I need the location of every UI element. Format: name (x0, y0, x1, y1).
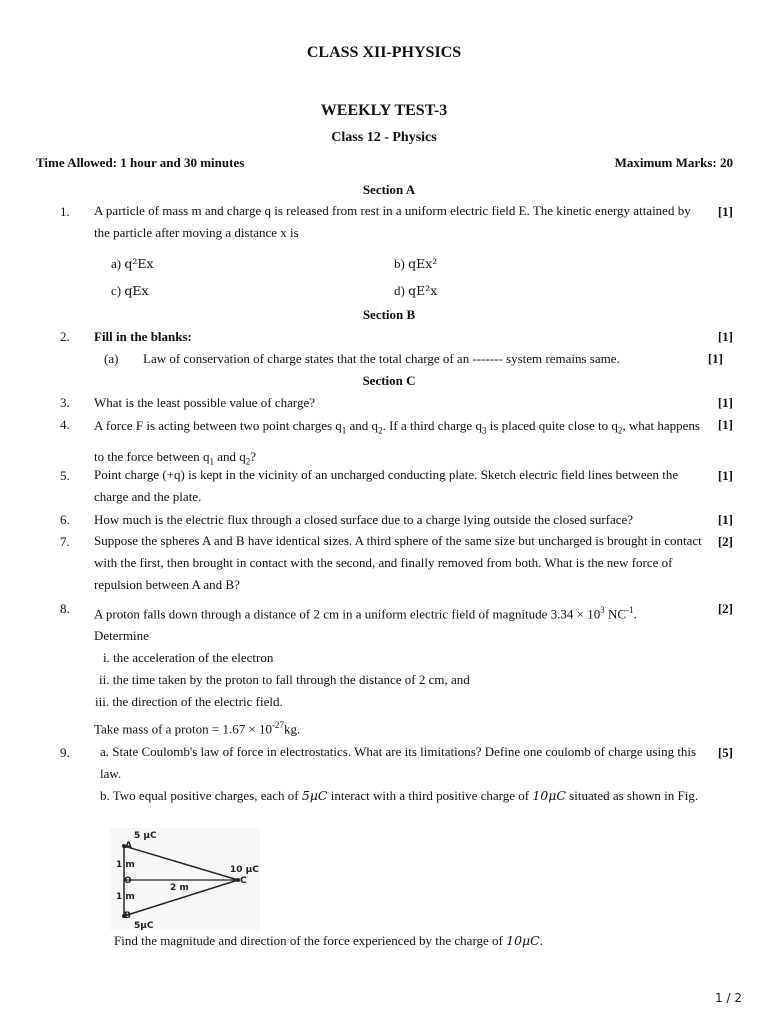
question-number: 6. (60, 512, 70, 527)
question-number: 2. (60, 329, 70, 344)
test-title: WEEKLY TEST-3 (320, 102, 448, 119)
distance-label-oc: 2 m (170, 883, 189, 893)
time-allowed: Time Allowed: 1 hour and 30 minutes (36, 155, 245, 170)
question-number: 3. (60, 395, 70, 410)
question-number: 1. (60, 204, 70, 219)
main-title: CLASS XII-PHYSICS (306, 44, 462, 61)
point-o-label: O (124, 876, 132, 886)
option-value: qE²x (408, 283, 438, 298)
question-number: 8. (60, 601, 70, 616)
option-b (394, 256, 437, 272)
top-charge-label: 5 μC (134, 831, 157, 841)
question-text: What is the least possible value of charge? (94, 395, 316, 410)
question-marks: [2] (717, 534, 733, 549)
sub-marks: [1] (707, 351, 723, 366)
question-marks: [1] (717, 417, 733, 432)
option-label: c) (111, 283, 122, 298)
question-marks: [1] (717, 395, 733, 410)
question-text: A proton falls down through a distance of 2 cm in a uniform electric field of magnitude $3.34 \times 10^3$ $NC^{-1}$. Determine (94, 605, 637, 644)
question-marks: [5] (717, 745, 733, 760)
point-a-label: A (125, 841, 132, 851)
proton-mass-note: Take mass of a proton = $1.67 \times 10^{-27}kg$. (94, 720, 301, 737)
charge-diagram (110, 828, 260, 930)
question-9-part-b: b. Two equal positive charges, each of 5μC interact with a third positive charge of 10μC situated as shown in Fig. (100, 788, 699, 803)
option-value: qEx² (408, 256, 438, 271)
option-d (394, 283, 437, 299)
list-item-1: i. the acceleration of the electron (103, 650, 274, 665)
list-item-3: iii. the direction of the electric field. (95, 694, 283, 709)
distance-label-1: 1 m (116, 860, 135, 870)
option-label: b) (394, 256, 405, 271)
sub-text: Law of conservation of charge states that the total charge of an ------- system remains same. (143, 351, 620, 366)
question-text: Fill in the blanks: (94, 329, 192, 344)
question-text: A force F is acting between two point charges $q_1$ and $q_2$. If a third charge $q_3$ is placed quite close to $q_2$, what happens to the force between $q_1$ and $q_2$? (94, 418, 700, 467)
question-marks: [1] (717, 329, 733, 344)
question-marks: [1] (717, 204, 733, 219)
bottom-charge-label: 5μC (134, 921, 154, 930)
maximum-marks: Maximum Marks: 20 (614, 155, 733, 170)
question-9-find: Find the magnitude and direction of the force experienced by the charge of 10μC. (114, 933, 543, 948)
option-label: d) (394, 283, 405, 298)
question-text: A particle of mass m and charge q is released from rest in a uniform electric field E. The kinetic energy attained by the particle after moving a distance x is (94, 203, 691, 240)
option-c (111, 283, 149, 299)
question-text: Suppose the spheres A and B have identical sizes. A third sphere of the same size but uncharged is brought in contact with the first, then brought in contact with the second, and finally removed from both. What is the new force of repulsion between A and B? (94, 533, 702, 592)
section-a-heading: Section A (362, 182, 416, 197)
question-marks: [1] (717, 468, 733, 483)
question-number: 5. (60, 468, 70, 483)
question-number: 4. (60, 417, 70, 432)
question-marks: [2] (717, 601, 733, 616)
question-text: Point charge (+q) is kept in the vicinity of an uncharged conducting plate. Sketch electric field lines between the charge and the plate. (94, 467, 679, 504)
question-marks: [1] (717, 512, 733, 527)
option-a (111, 256, 154, 272)
question-number: 7. (60, 534, 70, 549)
question-text: How much is the electric flux through a closed surface due to a charge lying outside the closed surface? (94, 512, 634, 527)
point-c-label: C (240, 876, 247, 886)
section-b-heading: Section B (362, 307, 416, 322)
option-value: qEx (124, 283, 149, 298)
page-number: 1 / 2 (715, 991, 742, 1005)
list-item-2: ii. the time taken by the proton to fall through the distance of 2 cm, and (99, 672, 470, 687)
option-value: q²Ex (124, 256, 154, 271)
section-c-heading: Section C (362, 373, 416, 388)
option-label: a) (111, 256, 122, 271)
distance-label-2: 1 m (116, 892, 135, 902)
c-charge-label: 10 μC (230, 865, 259, 875)
question-number: 9. (60, 745, 70, 760)
question-9-part-a: a. State Coulomb's law of force in electrostatics. What are its limitations? Define one coulomb of charge using this law. (100, 744, 697, 781)
sub-label: (a) (104, 351, 119, 366)
subtitle: Class 12 - Physics (331, 130, 437, 145)
point-b-label: B (124, 911, 131, 921)
